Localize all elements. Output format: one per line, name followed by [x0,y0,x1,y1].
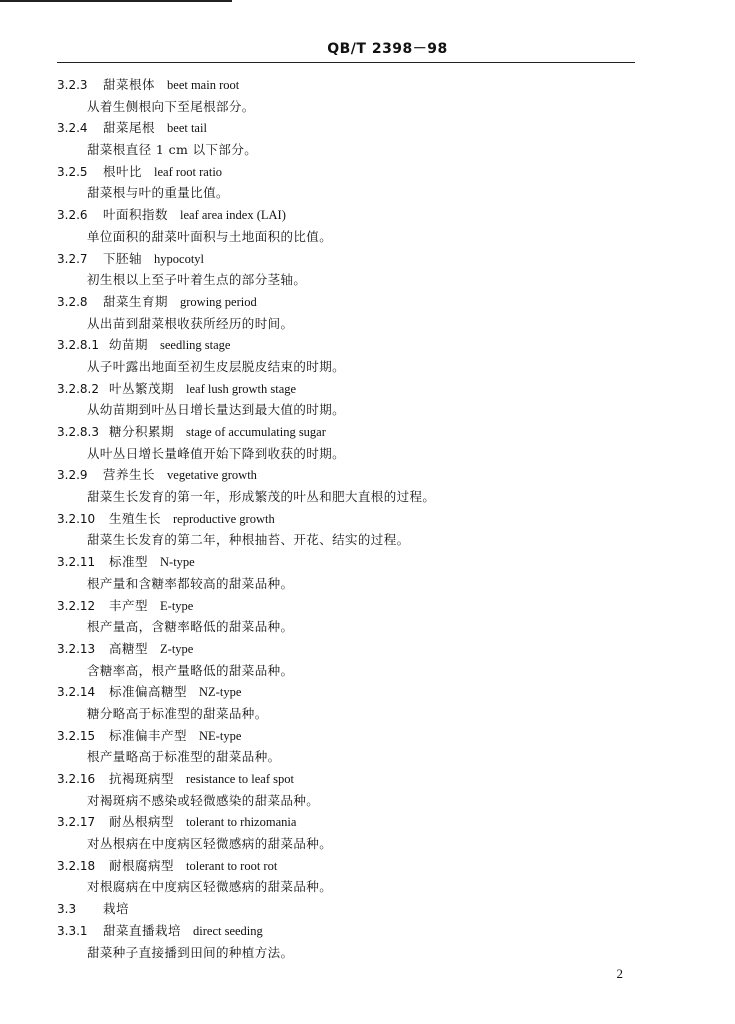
term-english: growing period [180,294,257,309]
term-entry [57,334,635,377]
term-number: 3.2.14 [57,685,96,700]
term-heading [57,421,635,443]
term-entry [57,811,635,854]
term-heading [57,508,635,530]
terms-list [57,74,635,963]
term-entry [57,421,635,464]
term-chinese: 根叶比 [103,163,143,179]
term-definition: 含糖率高，根产量略低的甜菜品种。 [87,662,294,678]
term-heading [57,117,635,139]
term-number: 3.2.10 [57,511,96,526]
term-entry [57,204,635,247]
term-number: 3.2.13 [57,641,96,656]
term-english: stage of accumulating sugar [186,425,326,439]
term-definition: 甜菜生长发育的第二年，种根抽苔、开花、结实的过程。 [87,532,410,548]
term-number: 3.2.9 [57,468,88,483]
term-heading [57,855,635,877]
term-number: 3.3.1 [57,923,88,938]
term-entry [57,508,635,551]
term-heading [57,291,635,313]
term-heading [57,248,635,270]
term-english: vegetative growth [167,468,257,483]
term-definition: 对褐斑病不感染或轻微感染的甜菜品种。 [87,792,320,808]
term-number: 3.2.4 [57,121,88,136]
term-chinese: 标准型 [109,554,149,570]
term-chinese: 标准偏高糖型 [109,684,188,700]
term-english: tolerant to root rot [186,858,278,873]
term-chinese: 甜菜尾根 [103,120,156,136]
term-english: leaf root ratio [154,164,223,179]
term-entry [57,725,635,768]
term-english: hypocotyl [154,251,205,266]
term-number: 3.2.3 [57,78,88,92]
term-heading [57,811,635,833]
term-heading [57,898,635,920]
term-definition: 甜菜生长发育的第一年，形成繁茂的叶丛和肥大直根的过程。 [87,489,436,505]
term-chinese: 高糖型 [109,640,149,656]
term-number: 3.2.18 [57,858,96,873]
term-number: 3.2.8 [57,294,88,309]
term-chinese: 抗褐斑病型 [109,771,175,786]
term-number: 3.2.7 [57,251,88,266]
term-entry [57,920,635,963]
term-heading [57,725,635,747]
term-heading [57,334,635,356]
term-chinese: 下胚轴 [103,250,143,266]
term-number: 3.2.5 [57,164,88,179]
term-heading [57,768,635,790]
term-entry [57,595,635,638]
term-definition: 从出苗到甜菜根收获所经历的时间。 [87,315,294,331]
term-chinese: 叶丛繁茂期 [109,380,175,396]
term-entry [57,161,635,204]
term-chinese: 耐丛根病型 [109,814,175,830]
term-number: 3.2.6 [57,208,88,223]
term-number: 3.2.16 [57,772,96,786]
term-chinese: 耐根腐病型 [109,857,175,873]
term-english: seedling stage [160,338,231,353]
term-entry [57,464,635,507]
term-entry [57,248,635,291]
term-number: 3.2.11 [57,555,96,570]
term-entry [57,378,635,421]
term-english: N-type [160,555,195,570]
term-heading [57,595,635,617]
term-english: reproductive growth [173,511,275,526]
term-english: NE-type [199,728,242,743]
term-entry [57,551,635,594]
term-definition: 根产量略高于标准型的甜菜品种。 [87,749,281,765]
term-chinese: 丰产型 [109,597,149,613]
term-chinese: 标准偏丰产型 [109,727,188,743]
term-heading [57,681,635,703]
term-entry [57,638,635,681]
term-english: NZ-type [199,685,242,700]
term-entry [57,291,635,334]
term-heading [57,638,635,660]
term-chinese: 甜菜生育期 [103,293,169,309]
term-english: direct seeding [193,923,263,938]
term-chinese: 幼苗期 [109,337,149,353]
term-english: resistance to leaf spot [186,772,294,786]
header-rule [57,62,635,63]
term-english: leaf lush growth stage [186,381,297,396]
term-english: leaf area index (LAI) [180,208,286,223]
term-definition: 从叶丛日增长量峰值开始下降到收获的时期。 [87,445,346,461]
term-heading [57,551,635,573]
term-definition: 甜菜根直径 1 cm 以下部分。 [87,142,258,158]
term-english: Z-type [160,641,194,656]
page-number: 2 [616,966,623,981]
term-entry [57,768,635,811]
term-entry [57,681,635,724]
term-entry [57,855,635,898]
term-definition: 根产量高，含糖率略低的甜菜品种。 [87,619,294,635]
term-heading [57,920,635,942]
term-entry [57,117,635,160]
term-definition: 从着生侧根向下至尾根部分。 [87,98,255,114]
page-header-standard-code: QB/T 2398－98 [327,41,448,57]
term-chinese: 甜菜根体 [103,77,156,92]
term-definition: 从幼苗期到叶丛日增长量达到最大值的时期。 [87,402,346,418]
term-number: 3.2.17 [57,815,96,830]
term-number: 3.2.8.2 [57,381,99,396]
term-chinese: 叶面积指数 [103,207,169,223]
term-heading [57,378,635,400]
term-chinese: 营养生长 [103,467,156,483]
term-heading [57,204,635,226]
term-number: 3.2.8.1 [57,338,99,353]
term-chinese: 栽培 [103,901,130,917]
term-english: beet tail [167,121,207,136]
term-heading [57,161,635,183]
term-english: beet main root [167,78,240,92]
term-heading [57,74,635,96]
term-definition: 甜菜根与叶的重量比值。 [87,185,229,201]
term-entry [57,74,635,117]
term-english: E-type [160,598,194,613]
term-definition: 根产量和含糖率都较高的甜菜品种。 [87,575,294,591]
term-number: 3.2.8.3 [57,425,99,439]
term-number: 3.3 [57,902,77,917]
term-entry [57,898,635,920]
term-chinese: 生殖生长 [109,510,162,526]
term-chinese: 糖分积累期 [109,424,175,439]
term-definition: 对丛根病在中度病区轻微感病的甜菜品种。 [87,836,333,852]
term-heading [57,464,635,486]
term-number: 3.2.12 [57,598,96,613]
term-definition: 从子叶露出地面至初生皮层脱皮结束的时期。 [87,358,346,374]
term-definition: 甜菜种子直接播到田间的种植方法。 [87,944,294,960]
term-definition: 单位面积的甜菜叶面积与土地面积的比值。 [87,228,333,244]
term-definition: 糖分略高于标准型的甜菜品种。 [87,705,268,721]
term-chinese: 甜菜直播栽培 [103,922,182,938]
term-english: tolerant to rhizomania [186,815,297,830]
term-definition: 对根腐病在中度病区轻微感病的甜菜品种。 [87,879,333,895]
term-number: 3.2.15 [57,728,96,743]
term-definition: 初生根以上至子叶着生点的部分茎轴。 [87,272,307,288]
top-edge-rule [0,0,232,2]
